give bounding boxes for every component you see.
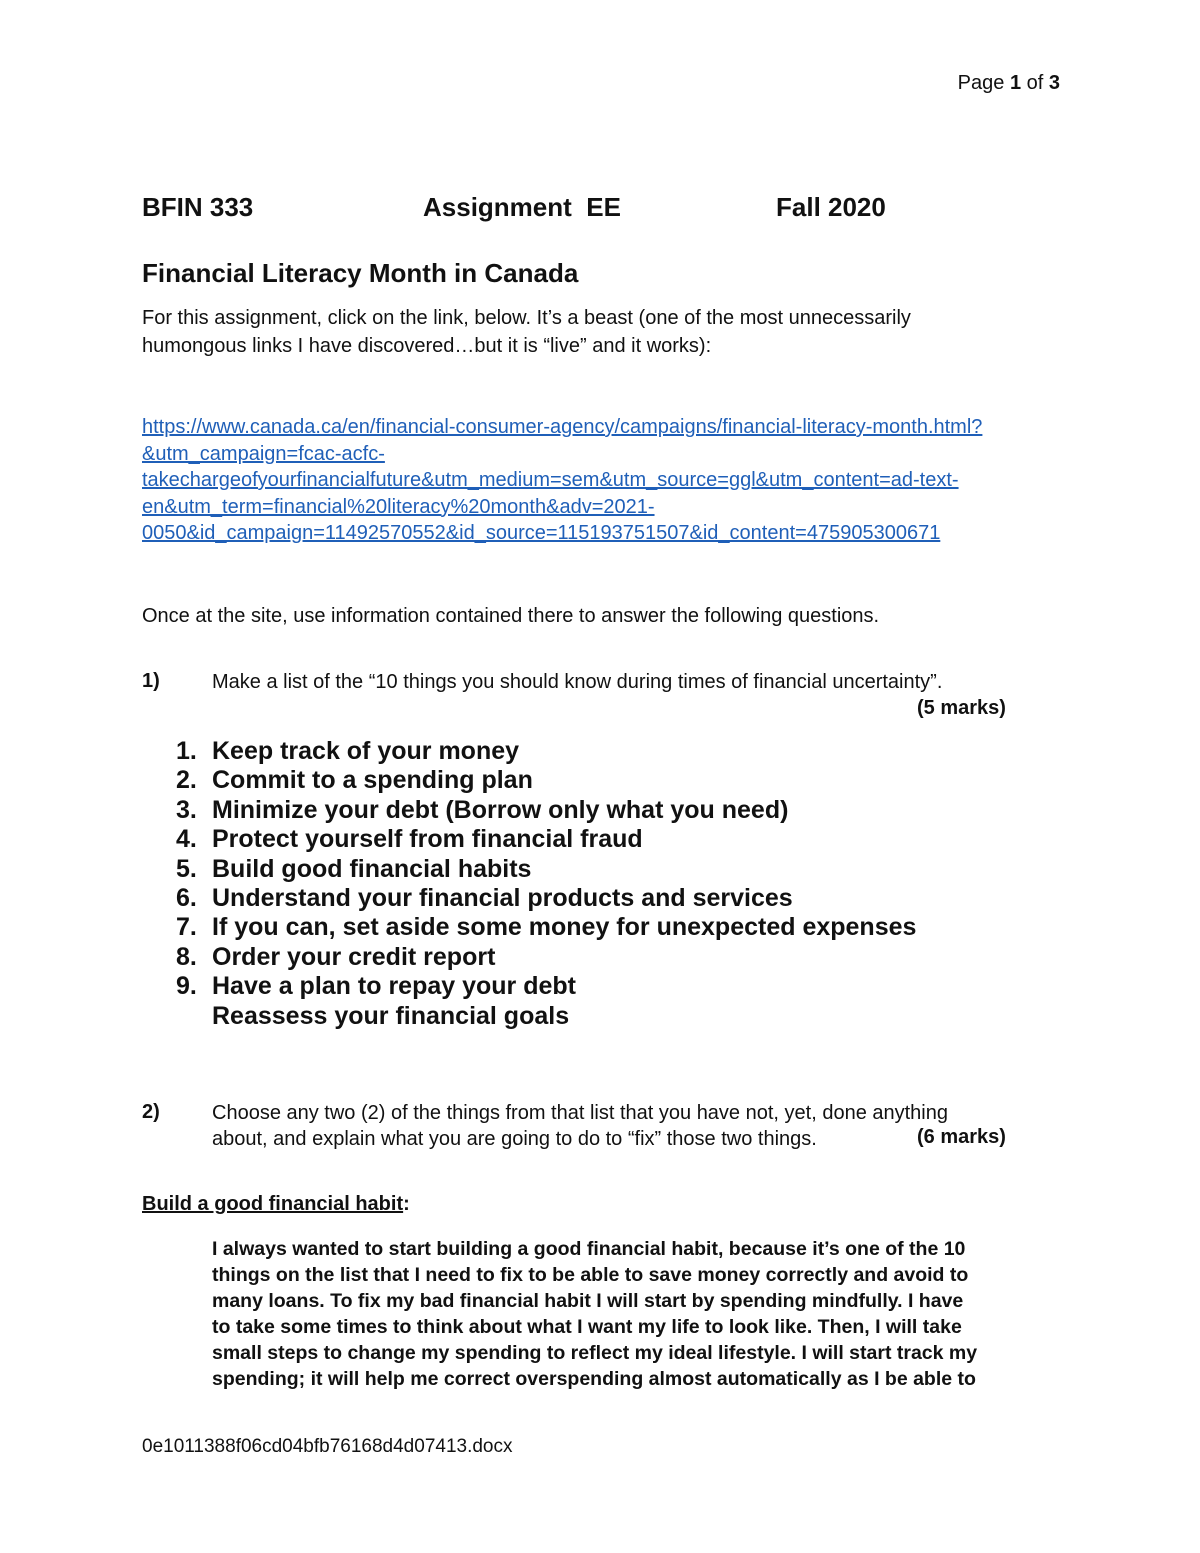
list-item-text: Understand your financial products and services [212,884,793,913]
list-item-number: 5. [176,854,197,883]
question-2-line: Choose any two (2) of the things from that list that you have not, yet, done anything [212,1102,948,1124]
list-item [142,766,916,795]
list-item [142,855,916,884]
section-heading-colon: : [403,1193,410,1215]
intro-paragraph [142,304,911,360]
document-title: Financial Literacy Month in Canada [142,258,579,288]
term: Fall 2020 [776,192,886,222]
page-of: of [1026,72,1044,94]
section-heading-text: Build a good financial habit [142,1193,404,1215]
answer-line: spending; it will help me correct overspending almost automatically as I be able to [212,1368,976,1390]
link-line[interactable]: takechargeofyourfinancialfuture&utm_medium=sem&utm_source=ggl&utm_content=ad-text- [142,469,959,491]
campaign-link[interactable] [142,414,982,547]
intro-line: For this assignment, click on the link, below. It’s a beast (one of the most unnecessarily [142,307,911,329]
ten-things-list [142,737,916,1031]
list-item [142,972,916,1001]
list-item [142,943,916,972]
list-item [142,1002,916,1031]
course-code: BFIN 333 [142,192,254,222]
answer-line: I always wanted to start building a good financial habit, because it’s one of the 10 [212,1238,966,1260]
answer-line: small steps to change my spending to reflect my ideal lifestyle. I will start track my [212,1342,978,1364]
list-item-number: 6. [176,884,197,913]
question-1-number: 1) [142,670,160,692]
link-line[interactable]: &utm_campaign=fcac-acfc- [142,442,385,465]
list-item-text: Reassess your financial goals [212,1001,570,1030]
list-item [142,796,916,825]
page-total: 3 [1048,72,1060,94]
question-2-marks: (6 marks) [917,1126,1006,1148]
list-item-text: If you can, set aside some money for unexpected expenses [212,913,917,942]
list-item [142,884,916,913]
list-item [142,913,916,942]
question-2-text [212,1100,948,1152]
question-2-line: about, and explain what you are going to do to “fix” those two things. [212,1128,817,1150]
link-line[interactable]: https://www.canada.ca/en/financial-consumer-agency/campaigns/financial-literacy-month.html? [142,416,983,438]
list-item-number: 4. [176,825,197,854]
answer-line: things on the list that I need to fix to be able to save money correctly and avoid to [212,1264,969,1286]
list-item-text: Build good financial habits [212,854,532,883]
list-item-number: 8. [176,942,197,971]
answer-line: many loans. To fix my bad financial habit I will start by spending mindfully. I have [212,1290,964,1312]
list-item-number: 3. [176,795,197,824]
link-line[interactable]: en&utm_term=financial%20literacy%20month&adv=2021- [142,495,655,518]
list-item-text: Order your credit report [212,942,496,971]
answer-paragraph [212,1236,1072,1392]
list-item-text: Commit to a spending plan [212,766,533,795]
intro-line: humongous links I have discovered…but it is “live” and it works): [142,335,712,357]
list-item-text: Protect yourself from financial fraud [212,825,643,854]
page-label: Page [957,72,1005,94]
list-item [142,737,916,766]
list-item-number: 2. [176,766,197,795]
question-1-text: Make a list of the “10 things you should know during times of financial uncertainty”. [212,671,943,693]
question-2-number: 2) [142,1101,160,1123]
question-1-marks: (5 marks) [917,697,1006,719]
page-current: 1 [1009,72,1022,94]
instructions: Once at the site, use information contained there to answer the following questions. [142,605,880,627]
list-item-number: 1. [176,737,197,765]
list-item-text: Keep track of your money [212,737,520,765]
list-item-number: 7. [176,913,197,942]
section-heading [142,1193,410,1216]
list-item [142,825,916,854]
page-number [958,72,1060,95]
footer-filename: 0e1011388f06cd04bfb76168d4d07413.docx [142,1436,513,1457]
list-item-text: Minimize your debt (Borrow only what you need) [212,795,789,824]
answer-line: to take some times to think about what I want my life to look like. Then, I will take [212,1316,962,1338]
list-item-number: 9. [176,972,197,1001]
list-item-text: Have a plan to repay your debt [212,972,576,1001]
assignment-name: Assignment EE [423,192,621,222]
link-line[interactable]: 0050&id_campaign=11492570552&id_source=115193751507&id_content=475905300671 [142,522,941,544]
